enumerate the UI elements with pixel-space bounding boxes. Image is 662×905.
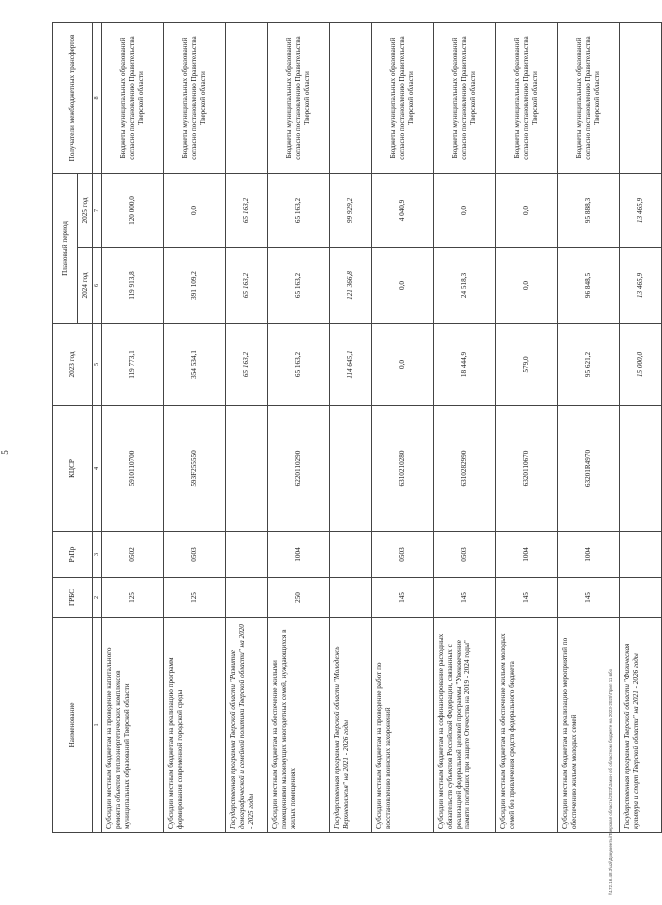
cell-year-2024: 65 163,2 bbox=[226, 248, 268, 324]
cell-grbs: 125 bbox=[102, 578, 164, 618]
column-index: 6 bbox=[93, 248, 102, 324]
cell-year-2025: 13 465,9 bbox=[620, 173, 662, 247]
cell-recipient: Бюджеты муниципальных образований согласно постановлению Правительства Тверской области bbox=[372, 22, 434, 173]
cell-rzpr: 1004 bbox=[558, 532, 620, 578]
header-grbs: ГРБС bbox=[53, 578, 93, 618]
cell-year-2025: 0,0 bbox=[496, 173, 558, 247]
cell-year-2023: 95 621,2 bbox=[558, 324, 620, 406]
cell-year-2023: 114 645,1 bbox=[330, 324, 372, 406]
cell-kcsr: 6320110670 bbox=[496, 406, 558, 532]
cell-recipient bbox=[226, 22, 268, 173]
cell-recipient bbox=[330, 22, 372, 173]
cell-rzpr: 0503 bbox=[164, 532, 226, 578]
column-index: 1 bbox=[93, 618, 102, 833]
cell-name: Субсидии местным бюджетам на обеспечение жильем молодых семей без привлечения средств федерального бюджета bbox=[496, 618, 558, 833]
table-row bbox=[496, 22, 558, 832]
header-rzpr: РзПр bbox=[53, 532, 93, 578]
column-index: 5 bbox=[93, 324, 102, 406]
cell-name: Субсидии местным бюджетам на реализацию программ формирования современной городской среды bbox=[164, 618, 226, 833]
cell-name: Субсидии местным бюджетам на софинансирование расходных обязательств субъектов Российской Федерации, связанных с реализацией федеральной целевой программы "Увековечение памяти погибших при защите Отечества на 2019 - 2024 годы" bbox=[434, 618, 496, 833]
cell-kcsr: 5910110700 bbox=[102, 406, 164, 532]
cell-year-2025: 99 929,2 bbox=[330, 173, 372, 247]
cell-year-2023: 579,0 bbox=[496, 324, 558, 406]
program-row bbox=[226, 22, 268, 832]
cell-recipient: Бюджеты муниципальных образований согласно постановлению Правительства Тверской области bbox=[268, 22, 330, 173]
cell-name: Государственная программа Тверской области "Развитие демографической и семейной политики Тверской области" на 2020 - 2025 годы bbox=[226, 618, 268, 833]
table-row bbox=[268, 22, 330, 832]
cell-kcsr bbox=[620, 406, 662, 532]
cell-recipient: Бюджеты муниципальных образований согласно постановлению Правительства Тверской области bbox=[434, 22, 496, 173]
cell-year-2025: 120 000,0 bbox=[102, 173, 164, 247]
cell-grbs bbox=[620, 578, 662, 618]
cell-grbs bbox=[226, 578, 268, 618]
table-row bbox=[102, 22, 164, 832]
cell-grbs: 250 bbox=[268, 578, 330, 618]
header-kcsr: КЦСР bbox=[53, 406, 93, 532]
cell-year-2024: 121 366,8 bbox=[330, 248, 372, 324]
cell-year-2023: 15 000,0 bbox=[620, 324, 662, 406]
cell-kcsr bbox=[226, 406, 268, 532]
cell-rzpr bbox=[620, 532, 662, 578]
cell-grbs: 145 bbox=[434, 578, 496, 618]
cell-name: Субсидии местным бюджетам на реализацию мероприятий по обеспечению жильем молодых семей bbox=[558, 618, 620, 833]
cell-year-2025: 95 888,3 bbox=[558, 173, 620, 247]
cell-recipient bbox=[620, 22, 662, 173]
cell-rzpr bbox=[226, 532, 268, 578]
column-index: 8 bbox=[93, 22, 102, 173]
cell-recipient: Бюджеты муниципальных образований согласно постановлению Правительства Тверской области bbox=[102, 22, 164, 173]
cell-year-2024: 24 518,3 bbox=[434, 248, 496, 324]
cell-kcsr: 6220110290 bbox=[268, 406, 330, 532]
file-path-footer: \\172.16.48.3\uzi\Документы\Тверская область\2023\Закон об областном бюджете на 2023-2025\Прил 11 вбо bbox=[608, 668, 613, 895]
cell-grbs: 145 bbox=[496, 578, 558, 618]
cell-grbs bbox=[330, 578, 372, 618]
header-recipients: Получатели межбюджетных трансфертов bbox=[53, 22, 93, 173]
column-index: 2 bbox=[93, 578, 102, 618]
cell-year-2023: 119 773,1 bbox=[102, 324, 164, 406]
cell-name: Государственная программа Тверской области "Молодежь Верхневолжья" на 2021 - 2026 годы bbox=[330, 618, 372, 833]
cell-rzpr: 0503 bbox=[434, 532, 496, 578]
cell-year-2023: 0,0 bbox=[372, 324, 434, 406]
cell-year-2023: 18 444,9 bbox=[434, 324, 496, 406]
cell-grbs: 145 bbox=[372, 578, 434, 618]
program-row bbox=[620, 22, 662, 832]
cell-grbs: 125 bbox=[164, 578, 226, 618]
cell-grbs: 145 bbox=[558, 578, 620, 618]
header-year-2023: 2023 год bbox=[53, 324, 93, 406]
header-planned-period: Плановый период bbox=[53, 173, 78, 323]
cell-name: Государственная программа Тверской области "Физическая культура и спорт Тверской области" на 2021 - 2026 годы bbox=[620, 618, 662, 833]
cell-name: Субсидии местным бюджетам на проведение работ по восстановлению воинских захоронений bbox=[372, 618, 434, 833]
cell-year-2025: 65 163,2 bbox=[268, 173, 330, 247]
cell-year-2024: 119 913,8 bbox=[102, 248, 164, 324]
cell-kcsr bbox=[330, 406, 372, 532]
header-year-2024: 2024 год bbox=[78, 248, 93, 324]
cell-year-2024: 391 109,2 bbox=[164, 248, 226, 324]
table-row bbox=[164, 22, 226, 832]
column-index-row bbox=[93, 22, 102, 832]
cell-year-2024: 0,0 bbox=[372, 248, 434, 324]
cell-recipient: Бюджеты муниципальных образований согласно постановлению Правительства Тверской области bbox=[558, 22, 620, 173]
cell-recipient: Бюджеты муниципальных образований согласно постановлению Правительства Тверской области bbox=[496, 22, 558, 173]
program-row bbox=[330, 22, 372, 832]
transfers-table bbox=[52, 22, 662, 833]
cell-recipient: Бюджеты муниципальных образований согласно постановлению Правительства Тверской области bbox=[164, 22, 226, 173]
header-name: Наименование bbox=[53, 618, 93, 833]
cell-year-2024: 13 465,9 bbox=[620, 248, 662, 324]
cell-year-2025: 4 040,9 bbox=[372, 173, 434, 247]
cell-rzpr bbox=[330, 532, 372, 578]
cell-year-2024: 65 163,2 bbox=[268, 248, 330, 324]
cell-year-2023: 65 163,2 bbox=[226, 324, 268, 406]
page-number: 5 bbox=[0, 450, 10, 455]
cell-kcsr: 6310282990 bbox=[434, 406, 496, 532]
cell-year-2023: 65 163,2 bbox=[268, 324, 330, 406]
header-year-2025: 2025 год bbox=[78, 173, 93, 247]
cell-rzpr: 0503 bbox=[372, 532, 434, 578]
cell-rzpr: 1004 bbox=[496, 532, 558, 578]
cell-year-2025: 0,0 bbox=[434, 173, 496, 247]
column-index: 7 bbox=[93, 173, 102, 247]
cell-kcsr: 6310210280 bbox=[372, 406, 434, 532]
column-index: 3 bbox=[93, 532, 102, 578]
cell-year-2025: 0,0 bbox=[164, 173, 226, 247]
cell-rzpr: 1004 bbox=[268, 532, 330, 578]
column-index: 4 bbox=[93, 406, 102, 532]
table-row bbox=[434, 22, 496, 832]
cell-kcsr: 63201R4970 bbox=[558, 406, 620, 532]
header-row bbox=[53, 22, 78, 832]
cell-year-2025: 65 163,2 bbox=[226, 173, 268, 247]
table-row bbox=[372, 22, 434, 832]
cell-name: Субсидии местным бюджетам на обеспечение жилыми помещениями малоимущих многодетных семей, нуждающихся в жилых помещениях bbox=[268, 618, 330, 833]
cell-year-2024: 0,0 bbox=[496, 248, 558, 324]
cell-name: Субсидии местным бюджетам на проведение капитального ремонта объектов теплоэнергетических комплексов муниципальных образований Тверской области bbox=[102, 618, 164, 833]
cell-rzpr: 0502 bbox=[102, 532, 164, 578]
cell-kcsr: 593F255550 bbox=[164, 406, 226, 532]
cell-year-2024: 96 848,5 bbox=[558, 248, 620, 324]
cell-year-2023: 354 534,1 bbox=[164, 324, 226, 406]
